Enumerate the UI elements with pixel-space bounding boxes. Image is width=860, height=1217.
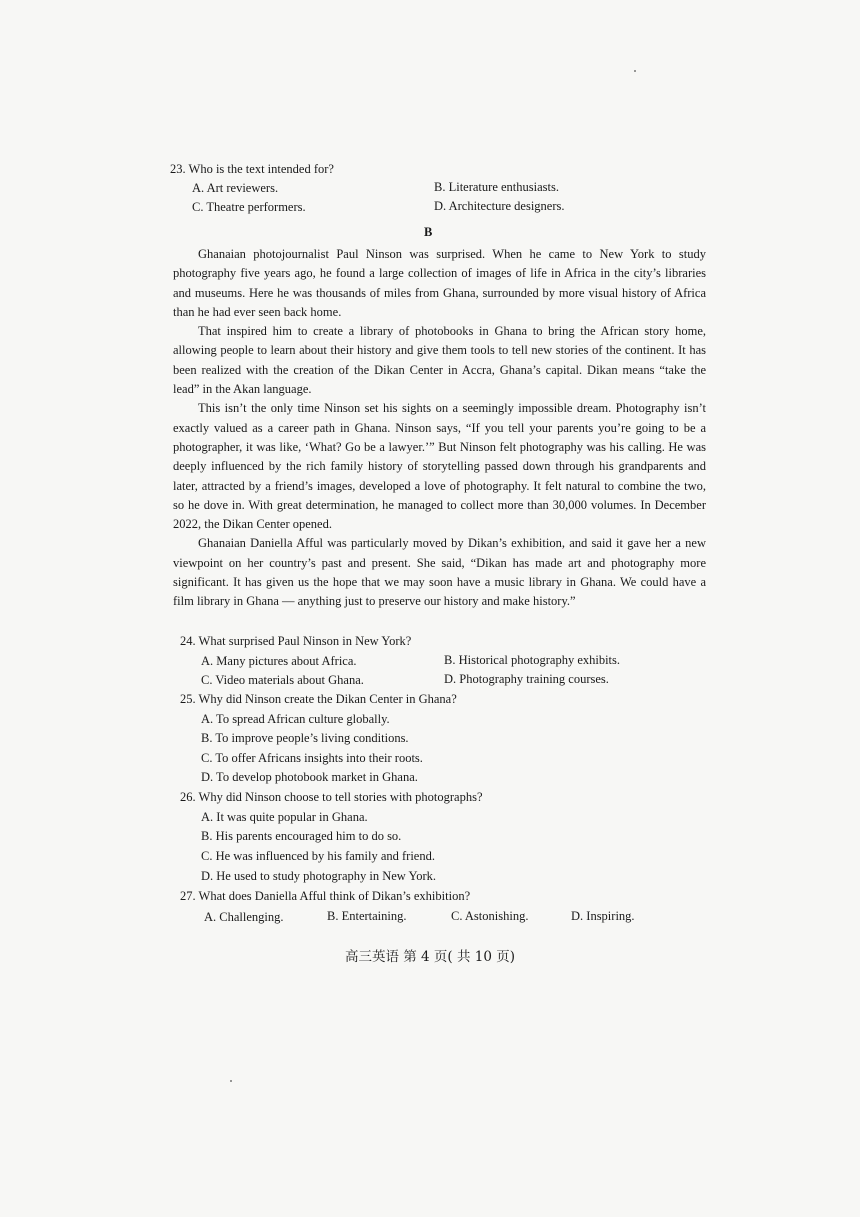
question-25-option-b: B. To improve people’s living conditions. (201, 731, 409, 745)
section-heading: B (424, 225, 433, 239)
question-27-option-c: C. Astonishing. (451, 909, 529, 923)
question-23-option-a: A. Art reviewers. (192, 181, 279, 195)
question-25-option-c: C. To offer Africans insights into their roots. (201, 751, 423, 765)
question-27-option-b: B. Entertaining. (327, 909, 407, 923)
question-26-option-a: A. It was quite popular in Ghana. (201, 810, 368, 824)
reading-passage (173, 245, 706, 612)
question-27-option-d: D. Inspiring. (571, 909, 635, 923)
scan-speck (634, 70, 636, 72)
scan-speck (230, 1080, 232, 1082)
question-26-option-b: B. His parents encouraged him to do so. (201, 829, 402, 843)
question-24-option-b: B. Historical photography exhibits. (444, 653, 621, 667)
question-26-option-d: D. He used to study photography in New York. (201, 869, 437, 883)
question-24-option-d: D. Photography training courses. (444, 672, 609, 686)
question-24-stem: 24. What surprised Paul Ninson in New York? (180, 634, 412, 648)
question-26-stem: 26. Why did Ninson choose to tell stories with photographs? (180, 790, 483, 804)
question-26-option-c: C. He was influenced by his family and friend. (201, 849, 435, 863)
question-24-option-c: C. Video materials about Ghana. (201, 673, 364, 687)
question-25-option-a: A. To spread African culture globally. (201, 712, 390, 726)
question-24-option-a: A. Many pictures about Africa. (201, 654, 357, 668)
page-footer: 高三英语 第 4 页( 共 10 页) (344, 949, 516, 965)
passage-paragraph: Ghanaian photojournalist Paul Ninson was surprised. When he came to New York to study photography five years ago, he found a large collection of images of life in Africa in the city’s libraries and museums. Here he was thousands of miles from Ghana, surrounded by more visual history of Africa than he had ever seen back home. (173, 247, 706, 319)
question-23-option-c: C. Theatre performers. (192, 200, 306, 214)
question-23-option-b: B. Literature enthusiasts. (434, 180, 559, 194)
question-23-option-d: D. Architecture designers. (434, 199, 565, 213)
question-27-option-a: A. Challenging. (204, 910, 284, 924)
passage-paragraph: That inspired him to create a library of photobooks in Ghana to bring the African story home, allowing people to learn about their history and give them tools to tell new stories of the continent. It has been realized with the creation of the Dikan Center in Accra, Ghana’s capital. Dikan means “take the lead” in the Akan language. (173, 324, 706, 397)
question-27-stem: 27. What does Daniella Afful think of Dikan’s exhibition? (180, 889, 471, 903)
question-25-stem: 25. Why did Ninson create the Dikan Center in Ghana? (180, 692, 457, 706)
passage-paragraph: This isn’t the only time Ninson set his sights on a seemingly impossible dream. Photography isn’t exactly valued as a career path in Ghana. Ninson says, “If you tell your parents you’re going to be a photographer, it was like, ‘What? Go be a lawyer.’” But Ninson felt photography was his calling. He was deeply influenced by the rich family history of storytelling passed down through his grandparents and later, attracted by a friend’s images, developed a love of photography. It felt natural to combine the two, so he dove in. With great determination, he managed to collect more than 30,000 volumes. In December 2022, the Dikan Center opened. (173, 401, 706, 532)
passage-paragraph: Ghanaian Daniella Afful was particularly moved by Dikan’s exhibition, and said it gave her a new viewpoint on her country’s past and present. She said, “Dikan has made art and photography more significant. It has given us the hope that we may soon have a music library in Ghana. We could have a film library in Ghana — anything just to preserve our history and make history.” (173, 536, 706, 609)
question-23-stem: 23. Who is the text intended for? (170, 162, 334, 176)
question-25-option-d: D. To develop photobook market in Ghana. (201, 770, 418, 784)
